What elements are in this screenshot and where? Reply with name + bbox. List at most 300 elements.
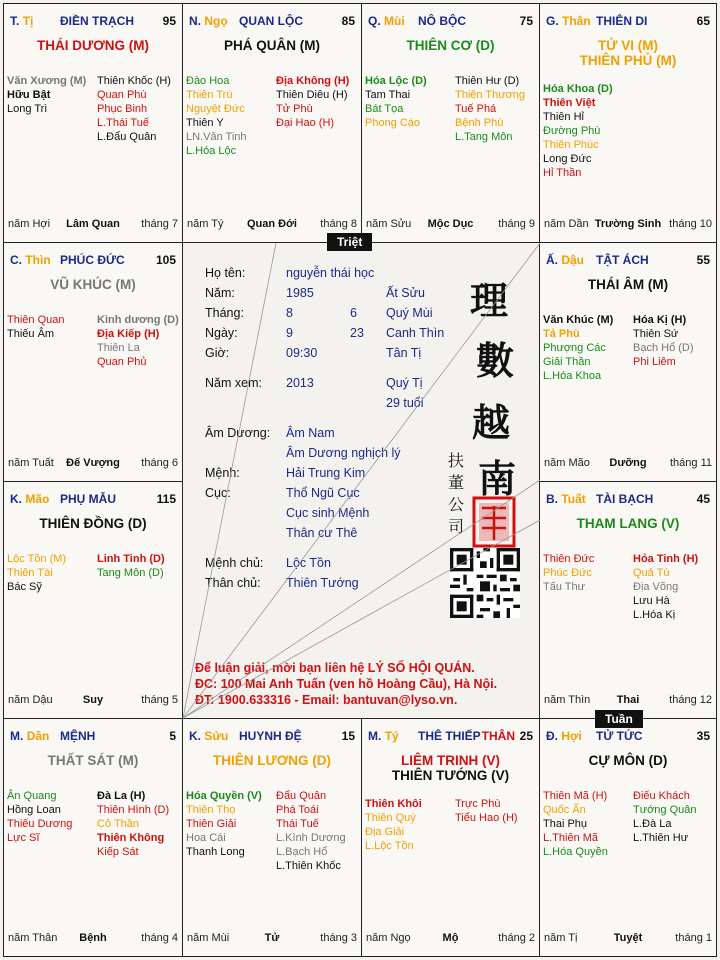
value-menh-chu: Lộc Tồn: [286, 556, 331, 570]
main-stars: [362, 38, 539, 53]
palace-can-chi: Q. Mùi: [368, 14, 405, 28]
minor-star: Lực Sĩ: [7, 832, 40, 844]
footer-month: tháng 8: [320, 218, 357, 230]
minor-stars-right: [276, 74, 349, 130]
palace-ty[interactable]: [361, 718, 540, 957]
palace-header: [546, 253, 710, 269]
palace-can-chi: M. Tý: [368, 729, 399, 743]
minor-star: Đào Hoa: [186, 75, 230, 87]
minor-star: Hỉ Thần: [543, 167, 582, 179]
main-star: THÁI DƯƠNG (M): [37, 38, 149, 53]
minor-star: Thanh Long: [186, 846, 245, 858]
palace-hoi[interactable]: [539, 718, 717, 957]
palace-name: TỬ TỨC: [596, 729, 643, 743]
palace-footer: [544, 218, 712, 232]
palace-footer: [544, 694, 712, 708]
minor-star: Hóa Kị (H): [633, 314, 687, 326]
contact-line-1: Để luận giải, mời bạn liên hệ LÝ SỐ HỘI QUÁN.: [195, 661, 475, 675]
value-gio-can: Tân Tị: [386, 346, 422, 360]
minor-star: L.Hóa Quyền: [543, 846, 608, 858]
footer-year: năm Ngọ: [366, 932, 411, 944]
minor-stars-right: [97, 74, 171, 144]
footer-stage: Thai: [616, 694, 640, 706]
label-nam-xem: Năm xem:: [205, 376, 262, 390]
footer-month: tháng 5: [141, 694, 178, 706]
value-tuoi: 29 tuổi: [386, 396, 424, 410]
palace-name: QUAN LỘC: [239, 14, 303, 28]
minor-star: Tướng Quân: [633, 804, 697, 816]
minor-star: Thiên Sứ: [633, 328, 679, 340]
palace-number: 105: [155, 253, 176, 267]
minor-star: Quan Phù: [97, 89, 147, 101]
palace-header: [546, 492, 710, 508]
palace-name: THÊ THIẾP: [418, 729, 481, 743]
minor-star: Trực Phù: [455, 798, 501, 810]
main-stars: [540, 38, 716, 68]
label-ngay: Ngày:: [205, 326, 238, 340]
palace-can-chi: C. Thìn: [10, 253, 51, 267]
main-stars: [183, 753, 361, 768]
minor-star: Tử Phù: [276, 103, 313, 115]
minor-star: Thiên Thọ: [186, 804, 236, 816]
palace-header: [10, 492, 176, 508]
footer-stage: Lâm Quan: [66, 218, 120, 230]
minor-stars-left: [7, 789, 72, 845]
value-ngay: 9: [286, 326, 293, 340]
minor-star: Quả Tú: [633, 567, 670, 579]
palace-name: TẬT ÁCH: [596, 253, 649, 267]
footer-stage: Mộ: [442, 932, 459, 944]
minor-star: Phá Toái: [276, 804, 319, 816]
value-than-chu: Thiên Tướng: [286, 576, 359, 590]
minor-star: Thiên Thương: [455, 89, 526, 101]
main-stars: [540, 753, 716, 768]
minor-star: L.Lộc Tồn: [365, 840, 414, 852]
value-cuc-2: Cục sinh Mệnh: [286, 506, 370, 520]
footer-month: tháng 12: [669, 694, 712, 706]
palace-header: [368, 14, 533, 30]
value-ngay-can: Canh Thìn: [386, 326, 445, 340]
palace-number: 45: [696, 492, 710, 506]
minor-star: Nguyệt Đức: [186, 103, 245, 115]
minor-star: Hỏa Tinh (H): [633, 553, 699, 565]
footer-year: năm Thân: [8, 932, 58, 944]
minor-star: Thiên Tài: [7, 567, 53, 579]
minor-star: Bệnh Phù: [455, 117, 504, 129]
footer-year: năm Tị: [544, 932, 578, 944]
minor-stars-left: [186, 789, 262, 859]
value-thang-can: Quý Mùi: [386, 306, 433, 320]
minor-stars-left: [365, 74, 427, 130]
minor-star: L.Bạch Hổ: [276, 846, 328, 858]
palace-mao[interactable]: [3, 481, 183, 719]
triet-tag: Triệt: [327, 233, 372, 251]
minor-star: Thiên Mã (H): [543, 790, 608, 802]
palace-header: [10, 14, 176, 30]
minor-star: L.Kình Dương: [276, 832, 346, 844]
minor-star: Tam Thai: [365, 89, 411, 101]
palace-mui[interactable]: [361, 3, 540, 243]
palace-extra: THÂN: [481, 729, 515, 743]
minor-star: Long Trì: [7, 103, 48, 115]
minor-star: Thiên Việt: [543, 97, 596, 109]
label-gio: Giờ:: [205, 346, 230, 360]
minor-stars-right: [276, 789, 346, 873]
minor-star: Thiên Quan: [7, 314, 65, 326]
main-star: CỰ MÔN (D): [588, 753, 668, 768]
qr-code-icon[interactable]: [450, 548, 520, 618]
minor-stars-right: [633, 313, 694, 369]
value-am-duong: Âm Nam: [286, 426, 335, 440]
value-nam: 1985: [286, 286, 314, 300]
value-ngay-al: 23: [350, 326, 364, 340]
minor-star: Bác Sỹ: [7, 581, 42, 593]
main-star: THAM LANG (V): [576, 516, 680, 531]
palace-ti[interactable]: [3, 3, 183, 243]
minor-star: Thiên Hư (D): [455, 75, 520, 87]
minor-star: Thiếu Dương: [7, 818, 73, 830]
main-star: THIÊN TƯỚNG (V): [391, 768, 510, 783]
footer-stage: Tuyệt: [613, 932, 643, 944]
palace-can-chi: M. Dần: [10, 729, 50, 743]
value-cuc-3: Thân cư Thê: [286, 526, 358, 540]
minor-stars-left: [186, 74, 247, 158]
palace-suu[interactable]: [182, 718, 362, 957]
main-stars: [183, 38, 361, 53]
minor-star: Địa Kiếp (H): [97, 328, 160, 340]
contact-line-2: ĐC: 100 Mai Anh Tuấn (ven hồ Hoàng Cầu), Hà Nội.: [195, 677, 498, 691]
minor-star: L.Đà La: [633, 818, 672, 830]
minor-star: Văn Khúc (M): [543, 314, 614, 326]
minor-star: Cô Thần: [97, 818, 139, 830]
small-calligraphy-3: 公: [448, 495, 465, 514]
calligraphy-char-3: 越: [472, 400, 511, 445]
palace-name: PHÚC ĐỨC: [60, 253, 125, 267]
minor-star: Địa Không (H): [276, 75, 350, 87]
main-stars: [540, 277, 716, 292]
palace-header: [10, 729, 176, 745]
palace-dau[interactable]: [539, 242, 717, 482]
footer-stage: Bệnh: [79, 932, 107, 944]
footer-month: tháng 7: [141, 218, 178, 230]
minor-star: L.Thiên Hư: [633, 832, 689, 844]
palace-number: 55: [696, 253, 710, 267]
minor-star: Thiên Diêu (H): [276, 89, 348, 101]
label-nam: Năm:: [205, 286, 235, 300]
minor-star: Thái Tuế: [276, 818, 319, 830]
footer-year: năm Tý: [187, 218, 224, 230]
footer-stage: Tử: [264, 932, 280, 944]
palace-number: 15: [341, 729, 355, 743]
main-star: THIÊN ĐỒNG (D): [39, 516, 147, 531]
minor-star: Quan Phủ: [97, 356, 147, 368]
palace-header: [189, 14, 355, 30]
palace-header: [546, 14, 710, 30]
minor-star: Phượng Các: [543, 342, 606, 354]
main-stars: [4, 516, 182, 531]
minor-stars-right: [633, 552, 698, 622]
value-nam-xem: 2013: [286, 376, 314, 390]
minor-star: Đà La (H): [97, 790, 146, 802]
main-star: PHÁ QUÂN (M): [224, 38, 320, 53]
label-thang: Tháng:: [205, 306, 244, 320]
calligraphy-char-1: 理: [470, 278, 509, 323]
palace-can-chi: K. Sửu: [189, 729, 229, 743]
minor-star: Tấu Thư: [543, 581, 586, 593]
minor-star: Văn Xương (M): [7, 75, 87, 87]
palace-name: MỆNH: [60, 729, 96, 743]
minor-star: Thiên Khốc (H): [97, 75, 171, 87]
minor-star: Hoa Cái: [186, 832, 226, 844]
minor-star: Thai Phụ: [543, 818, 588, 830]
palace-number: 85: [341, 14, 355, 28]
minor-star: Lưu Hà: [633, 595, 670, 607]
minor-star: Thiên Đức: [543, 553, 595, 565]
footer-year: năm Dần: [544, 218, 589, 230]
palace-number: 35: [696, 729, 710, 743]
minor-stars-left: [7, 552, 66, 594]
tuan-tag: Tuần: [595, 710, 643, 728]
minor-star: Thiên La: [97, 342, 140, 354]
minor-star: L.Thiên Mã: [543, 832, 599, 844]
palace-footer: [8, 932, 178, 946]
minor-star: Phi Liêm: [633, 356, 676, 368]
main-star: LIÊM TRINH (V): [401, 753, 500, 768]
footer-year: năm Tuất: [8, 457, 54, 469]
minor-star: Quốc Ấn: [543, 804, 586, 816]
main-star: THẤT SÁT (M): [47, 753, 139, 768]
footer-month: tháng 6: [141, 457, 178, 469]
palace-name: ĐIỀN TRẠCH: [60, 14, 134, 28]
footer-year: năm Mão: [544, 457, 590, 469]
footer-year: năm Mùi: [187, 932, 230, 944]
palace-ngo[interactable]: [182, 3, 362, 243]
footer-month: tháng 4: [141, 932, 178, 944]
minor-star: Thiên Hỉ: [543, 111, 584, 123]
footer-stage: Suy: [82, 694, 104, 706]
main-star: THÁI ÂM (M): [587, 277, 669, 292]
minor-star: Lộc Tồn (M): [7, 553, 67, 565]
footer-month: tháng 1: [675, 932, 712, 944]
footer-stage: Dưỡng: [609, 457, 647, 469]
label-menh-chu: Mệnh chủ:: [205, 556, 264, 570]
footer-stage: Đế Vượng: [66, 457, 120, 469]
contact-line-3: ĐT: 1900.633316 - Email: bantuvan@lyso.vn.: [195, 693, 458, 707]
minor-star: LN.Văn Tinh: [186, 131, 247, 143]
minor-stars-right: [455, 74, 525, 144]
minor-star: Đường Phù: [543, 125, 601, 137]
minor-star: L.Hóa Lộc: [186, 145, 237, 157]
minor-star: Bạch Hổ (D): [633, 342, 694, 354]
minor-stars-left: [7, 74, 86, 116]
main-star: THIÊN LƯƠNG (D): [213, 753, 331, 768]
main-stars: [540, 516, 716, 531]
footer-year: năm Dậu: [8, 694, 53, 706]
small-calligraphy-2: 董: [448, 473, 465, 492]
value-thang: 8: [286, 306, 293, 320]
footer-stage: Mộc Dục: [427, 218, 474, 230]
chart-board: [3, 3, 717, 957]
palace-can-chi: T. Tị: [10, 14, 34, 28]
palace-dan[interactable]: [3, 718, 183, 957]
small-calligraphy-1: 扶: [448, 451, 465, 470]
footer-year: năm Sửu: [366, 218, 412, 230]
minor-stars-left: [543, 82, 613, 180]
footer-stage: Quan Đới: [247, 218, 297, 230]
small-calligraphy-4: 司: [448, 517, 465, 536]
minor-star: Hồng Loan: [7, 804, 61, 816]
minor-star: Thiên Giải: [186, 818, 237, 830]
minor-stars-right: [97, 552, 165, 580]
minor-star: Hóa Khoa (D): [543, 83, 613, 95]
minor-stars-left: [7, 313, 64, 341]
minor-star: Thiên Phúc: [543, 139, 599, 151]
minor-star: L.Hóa Khoa: [543, 370, 602, 382]
palace-can-chi: Ấ. Dậu: [546, 253, 585, 267]
minor-stars-right: [455, 797, 518, 825]
minor-star: Tang Môn (D): [97, 567, 164, 579]
label-cuc: Cục:: [205, 486, 231, 500]
main-star: THIÊN PHỦ (M): [579, 53, 677, 68]
main-stars: [362, 753, 539, 783]
minor-star: Thiên Trù: [186, 89, 233, 101]
minor-star: Tả Phù: [543, 328, 580, 340]
palace-can-chi: N. Ngọ: [189, 14, 228, 28]
palace-name: TÀI BẠCH: [596, 492, 654, 506]
palace-footer: [366, 932, 535, 946]
minor-stars-left: [543, 552, 594, 594]
value-am-duong-2: Âm Dương nghịch lý: [286, 446, 401, 460]
footer-year: năm Thìn: [544, 694, 591, 706]
calligraphy-char-2: 數: [476, 338, 515, 383]
value-nam-can: Ất Sửu: [386, 286, 425, 300]
minor-stars-right: [633, 789, 697, 845]
main-stars: [4, 277, 182, 292]
palace-number: 75: [519, 14, 533, 28]
palace-footer: [187, 932, 357, 946]
minor-star: Thiên Y: [186, 117, 224, 129]
palace-header: [189, 729, 355, 745]
palace-header: [368, 729, 533, 745]
value-ho-ten: nguyễn thái học: [286, 266, 375, 280]
minor-star: Đẩu Quân: [276, 790, 327, 802]
palace-number: 95: [162, 14, 176, 28]
minor-star: Thiên Hình (D): [97, 804, 170, 816]
minor-star: Tuế Phá: [455, 103, 497, 115]
minor-stars-right: [97, 313, 179, 369]
footer-stage: Trường Sinh: [594, 218, 662, 230]
minor-star: Địa Võng: [633, 581, 679, 593]
minor-star: L.Thiên Khốc: [276, 860, 341, 872]
minor-star: Kình dương (D): [97, 314, 179, 326]
palace-than[interactable]: [539, 3, 717, 243]
palace-name: HUYNH ĐỆ: [239, 729, 302, 743]
footer-month: tháng 3: [320, 932, 357, 944]
palace-header: [546, 729, 710, 745]
main-stars: [4, 38, 182, 53]
minor-stars-left: [365, 797, 422, 853]
minor-star: Địa Giải: [365, 826, 405, 838]
palace-number: 5: [169, 729, 176, 743]
minor-star: Đại Hao (H): [276, 117, 335, 129]
palace-thin[interactable]: [3, 242, 183, 482]
palace-footer: [544, 457, 712, 471]
palace-footer: [366, 218, 535, 232]
palace-footer: [8, 694, 178, 708]
minor-star: Hóa Quyền (V): [186, 790, 262, 802]
value-thang-al: 6: [350, 306, 357, 320]
footer-year: năm Hợi: [8, 218, 51, 230]
minor-star: Phục Binh: [97, 103, 148, 115]
label-menh: Mệnh:: [205, 466, 240, 480]
palace-can-chi: Đ. Hợi: [546, 729, 582, 743]
label-than-chu: Thân chủ:: [205, 576, 261, 590]
minor-star: Điếu Khách: [633, 790, 690, 802]
minor-star: Thiên Khôi: [365, 798, 422, 810]
value-menh: Hải Trung Kim: [286, 466, 366, 480]
footer-month: tháng 2: [498, 932, 535, 944]
minor-star: Phúc Đức: [543, 567, 592, 579]
minor-star: Linh Tinh (D): [97, 553, 165, 565]
minor-star: Thiên Không: [97, 832, 165, 844]
minor-stars-right: [97, 789, 169, 859]
calligraphy-char-4: 南: [478, 456, 517, 501]
palace-footer: [544, 932, 712, 946]
minor-star: Bát Tọa: [365, 103, 404, 115]
minor-star: L.Thái Tuế: [97, 117, 149, 129]
palace-tuat[interactable]: [539, 481, 717, 719]
minor-star: L.Hóa Kị: [633, 609, 676, 621]
minor-star: Long Đức: [543, 153, 592, 165]
minor-star: Kiếp Sát: [97, 846, 139, 858]
footer-month: tháng 9: [498, 218, 535, 230]
main-star: TỬ VI (M): [598, 38, 658, 53]
palace-can-chi: K. Mão: [10, 492, 50, 506]
palace-can-chi: G. Thân: [546, 14, 591, 28]
minor-star: L.Tang Môn: [455, 131, 513, 143]
label-am-duong: Âm Dương:: [205, 426, 271, 440]
value-gio: 09:30: [286, 346, 318, 360]
palace-footer: [8, 218, 178, 232]
label-ho-ten: Họ tên:: [205, 266, 246, 280]
value-nam-xem-can: Quý Tị: [386, 376, 423, 390]
palace-number: 25: [519, 729, 533, 743]
minor-star: Thiên Quý: [365, 812, 416, 824]
main-stars: [4, 753, 182, 768]
palace-name: NÔ BỘC: [418, 14, 466, 28]
palace-name: PHỤ MẪU: [60, 492, 116, 506]
palace-header: [10, 253, 176, 269]
palace-footer: [187, 218, 357, 232]
palace-name: THIÊN DI: [596, 14, 648, 28]
minor-star: Giải Thần: [543, 356, 591, 368]
palace-footer: [8, 457, 178, 471]
value-cuc: Thổ Ngũ Cục: [286, 486, 360, 500]
main-star: VŨ KHÚC (M): [50, 277, 136, 292]
minor-star: Hữu Bật: [7, 89, 51, 101]
footer-month: tháng 11: [669, 457, 712, 469]
minor-star: L.Đẩu Quân: [97, 131, 157, 143]
main-star: THIÊN CƠ (D): [406, 38, 495, 53]
minor-star: Phong Cáo: [365, 117, 421, 129]
minor-star: Tiểu Hao (H): [455, 812, 518, 824]
minor-star: Hóa Lộc (D): [365, 75, 427, 87]
palace-number: 65: [696, 14, 710, 28]
minor-stars-left: [543, 789, 608, 859]
minor-star: Ân Quang: [7, 790, 57, 802]
palace-can-chi: B. Tuất: [546, 492, 586, 506]
minor-stars-left: [543, 313, 613, 383]
